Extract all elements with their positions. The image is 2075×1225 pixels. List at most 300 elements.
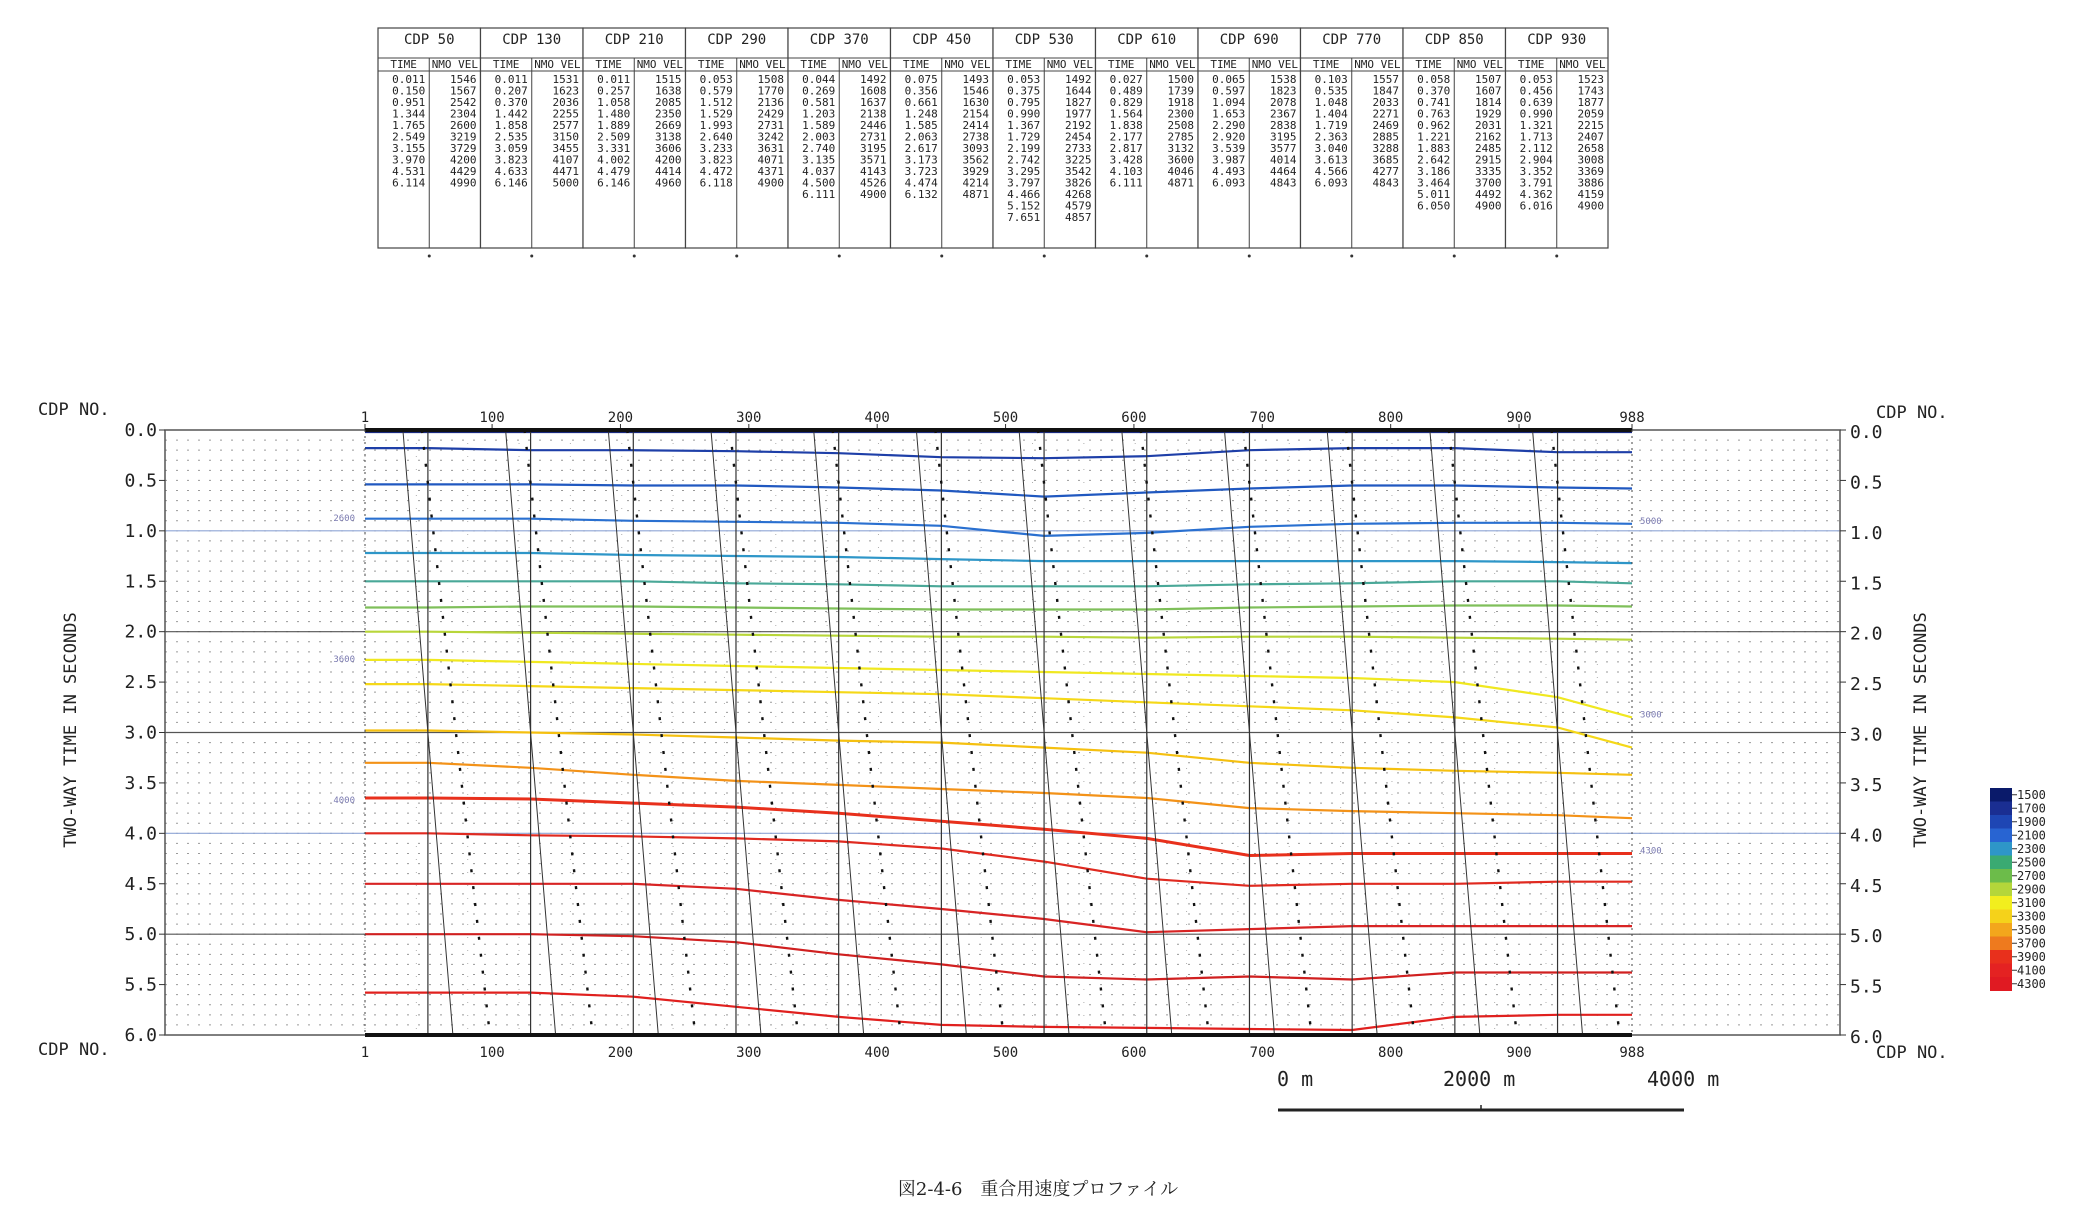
table-vel-value: 4843	[1270, 176, 1297, 190]
legend-label-1500: 1500	[2017, 787, 2046, 802]
table-vel-value: 4900	[1475, 199, 1502, 213]
table-time-value: 1.729	[1007, 130, 1041, 144]
side-annotation-left: 2600	[333, 513, 355, 524]
legend-swatch-3700	[1990, 937, 2012, 951]
table-time-value: 1.094	[1212, 96, 1246, 109]
table-header: CDP 930	[1527, 32, 1587, 48]
table-vel-value: 4526	[860, 176, 887, 190]
legend-label-3700: 3700	[2017, 936, 2046, 951]
legend-label-2900: 2900	[2017, 882, 2046, 897]
table-vel-value: 4471	[552, 165, 579, 178]
legend-swatch-1700	[1990, 802, 2012, 816]
table-vel-value: 4900	[860, 188, 887, 201]
cdp-label-bottom-left: CDP NO.	[38, 1040, 110, 1060]
legend-label-3500: 3500	[2017, 922, 2046, 937]
table-vel-value: 3138	[655, 130, 682, 144]
contour-3100	[365, 660, 1632, 718]
scale-label-4000: 4000 m	[1647, 1067, 1720, 1091]
table-time-value: 1.719	[1314, 119, 1348, 132]
table-vel-value: 1607	[1475, 84, 1502, 98]
table-time-value: 1.404	[1314, 107, 1348, 121]
y-axis-label-left: TWO-WAY TIME IN SECONDS	[61, 612, 81, 848]
contour-4100	[365, 833, 1632, 886]
table-vel-value: 2838	[1270, 119, 1297, 132]
table-vel-value: 4371	[757, 165, 784, 178]
table-vel-value: 2733	[1065, 142, 1092, 155]
table-vel-value: 4414	[655, 165, 682, 178]
velocity-color-legend	[1990, 788, 2046, 991]
table-time-value: 5.011	[1417, 188, 1451, 201]
table-time-value: 6.016	[1519, 199, 1553, 213]
table-time-value: 3.723	[904, 165, 938, 178]
table-time-value: 6.132	[904, 188, 938, 201]
table-vel-value: 1929	[1475, 107, 1502, 121]
table-vel-value: 1739	[1167, 84, 1194, 98]
time-tick-label-left: 4.5	[124, 873, 157, 895]
table-vel-value: 3700	[1475, 176, 1502, 190]
column-header-time: TIME	[492, 58, 520, 71]
table-time-value: 2.363	[1314, 130, 1348, 144]
table-vel-value: 2446	[860, 119, 887, 132]
table-vel-value: 2414	[962, 119, 989, 132]
velocity-table-cdp-130	[481, 28, 584, 258]
figure-caption: 図2-4-6 重合用速度プロファイル	[897, 1179, 1179, 1200]
table-header: CDP 130	[502, 32, 562, 48]
table-time-value: 0.257	[597, 84, 631, 98]
legend-label-2700: 2700	[2017, 868, 2046, 883]
table-time-value: 0.011	[392, 73, 426, 86]
legend-label-3300: 3300	[2017, 909, 2046, 924]
table-time-value: 4.566	[1314, 165, 1348, 178]
table-vel-value: 2304	[450, 107, 477, 121]
velocity-tables	[378, 28, 1608, 258]
table-vel-value: 2731	[860, 130, 887, 144]
velocity-contours	[365, 432, 1632, 1030]
legend-swatch-3300	[1990, 910, 2012, 924]
table-time-value: 3.059	[494, 142, 528, 155]
column-header-nmo-vel: NMO VEL	[841, 58, 889, 71]
table-time-value: 3.823	[699, 153, 733, 167]
table-marker	[530, 255, 533, 258]
table-time-value: 0.741	[1417, 96, 1451, 109]
table-vel-value: 3729	[450, 142, 477, 155]
table-vel-value: 4871	[962, 188, 989, 201]
table-time-value: 1.564	[1109, 107, 1143, 121]
table-vel-value: 4579	[1065, 199, 1092, 213]
table-time-value: 2.920	[1212, 130, 1246, 144]
table-time-value: 5.152	[1007, 199, 1041, 213]
table-vel-value: 3195	[1270, 130, 1297, 144]
table-time-value: 3.791	[1519, 176, 1553, 190]
time-tick-label-left: 3.0	[124, 722, 157, 744]
time-tick-label-right: 5.0	[1850, 926, 1883, 948]
velocity-table-cdp-930	[1506, 28, 1609, 258]
table-time-value: 3.970	[392, 153, 426, 167]
table-vel-value: 2785	[1167, 130, 1194, 144]
velocity-table-cdp-530	[993, 28, 1096, 258]
table-time-value: 3.987	[1212, 153, 1246, 167]
cdp-tick-label-top: 400	[864, 410, 890, 426]
table-time-value: 2.642	[1417, 153, 1451, 167]
table-vel-value: 4960	[655, 176, 682, 190]
column-header-nmo-vel: NMO VEL	[534, 58, 581, 71]
column-header-time: TIME	[1005, 58, 1032, 71]
column-header-time: TIME	[902, 58, 930, 71]
table-header: CDP 210	[604, 32, 664, 48]
cdp-tick-label-top: 800	[1378, 410, 1404, 426]
time-tick-label-right: 5.5	[1850, 976, 1883, 998]
table-vel-value: 2367	[1270, 107, 1297, 121]
column-header-nmo-vel: NMO VEL	[739, 58, 786, 71]
column-header-nmo-vel: NMO VEL	[1559, 58, 1606, 71]
time-tick-label-left: 1.0	[124, 520, 157, 542]
table-time-value: 0.535	[1314, 84, 1348, 98]
table-time-value: 6.146	[494, 176, 528, 190]
table-vel-value: 2542	[450, 96, 477, 109]
column-header-nmo-vel: NMO VEL	[1046, 58, 1094, 71]
table-time-value: 1.529	[699, 107, 733, 121]
side-annotation-right: 5000	[1640, 516, 1662, 527]
velocity-table-cdp-770	[1301, 28, 1404, 258]
table-time-value: 3.173	[904, 153, 938, 167]
table-time-value: 3.233	[699, 142, 733, 155]
time-tick-label-left: 5.0	[124, 924, 157, 946]
table-time-value: 0.356	[904, 84, 938, 98]
table-time-value: 6.050	[1417, 199, 1451, 213]
time-tick-label-left: 1.5	[124, 571, 157, 593]
cdp-tick-label-bottom: 800	[1378, 1045, 1404, 1061]
table-time-value: 0.011	[597, 73, 631, 86]
cdp-tick-label-bottom: 900	[1506, 1045, 1532, 1061]
table-vel-value: 1515	[655, 73, 682, 86]
table-marker	[1043, 255, 1046, 258]
table-vel-value: 4200	[655, 153, 682, 167]
table-time-value: 1.883	[1417, 142, 1451, 155]
table-time-value: 1.858	[494, 119, 528, 132]
legend-swatch-1900	[1990, 815, 2012, 829]
legend-label-1900: 1900	[2017, 814, 2046, 829]
table-header: CDP 850	[1424, 32, 1484, 48]
table-marker	[1145, 255, 1148, 258]
table-vel-value: 4492	[1475, 188, 1502, 201]
table-time-value: 4.362	[1519, 188, 1553, 201]
table-vel-value: 4214	[962, 176, 989, 190]
cdp-tick-label-top: 600	[1121, 410, 1147, 426]
table-time-value: 1.442	[494, 107, 528, 121]
time-tick-label-left: 2.5	[124, 672, 157, 694]
column-header-nmo-vel: NMO VEL	[1456, 58, 1504, 71]
time-tick-label-left: 6.0	[124, 1025, 157, 1046]
table-marker	[735, 255, 738, 258]
table-time-value: 6.111	[802, 188, 836, 201]
table-time-value: 3.797	[1007, 176, 1041, 190]
table-time-value: 0.661	[904, 96, 938, 109]
contour-4500	[365, 934, 1632, 979]
table-vel-value: 1877	[1577, 96, 1604, 109]
table-time-value: 0.370	[1417, 84, 1451, 98]
table-vel-value: 1814	[1475, 96, 1502, 109]
legend-label-3100: 3100	[2017, 895, 2046, 910]
legend-swatch-4100	[1990, 964, 2012, 978]
table-vel-value: 4900	[757, 176, 784, 190]
table-time-value: 7.651	[1007, 211, 1041, 224]
cdp-tick-label-top: 900	[1506, 410, 1532, 426]
table-time-value: 0.990	[1007, 107, 1041, 121]
table-time-value: 0.990	[1519, 107, 1553, 121]
table-time-value: 3.823	[494, 153, 528, 167]
table-vel-value: 2154	[962, 107, 989, 121]
side-annotation-right: 4300	[1640, 846, 1662, 857]
table-time-value: 4.479	[597, 165, 631, 178]
table-time-value: 2.904	[1519, 153, 1553, 167]
table-vel-value: 4871	[1167, 176, 1194, 190]
table-marker	[428, 255, 431, 258]
legend-label-2100: 2100	[2017, 828, 2046, 843]
table-time-value: 3.352	[1519, 165, 1553, 178]
table-time-value: 1.653	[1212, 107, 1246, 121]
legend-swatch-3900	[1990, 950, 2012, 964]
table-header: CDP 530	[1014, 32, 1074, 48]
table-vel-value: 2669	[655, 119, 682, 132]
cdp-tick-label-bottom: 400	[864, 1045, 890, 1061]
table-time-value: 0.058	[1417, 73, 1451, 86]
table-vel-value: 1492	[1065, 73, 1092, 86]
cdp-tick-label-top: 1	[360, 410, 370, 426]
table-vel-value: 2915	[1475, 153, 1502, 167]
table-time-value: 2.003	[802, 130, 836, 144]
time-tick-label-right: 4.5	[1850, 875, 1883, 897]
table-vel-value: 3225	[1065, 153, 1092, 167]
table-vel-value: 2271	[1372, 107, 1399, 121]
time-tick-label-left: 2.0	[124, 621, 157, 643]
cdp-tick-label-top: 700	[1249, 410, 1275, 426]
cdp-tick-label-bottom: 100	[479, 1045, 505, 1061]
table-vel-value: 2658	[1577, 142, 1604, 155]
table-time-value: 4.633	[494, 165, 528, 178]
column-header-nmo-vel: NMO VEL	[1251, 58, 1299, 71]
table-time-value: 4.002	[597, 153, 631, 167]
table-marker	[1350, 255, 1353, 258]
velocity-table-cdp-290	[686, 28, 789, 258]
table-vel-value: 1977	[1065, 107, 1092, 121]
table-vel-value: 4014	[1270, 153, 1297, 167]
table-vel-value: 4857	[1065, 211, 1092, 224]
table-vel-value: 2031	[1475, 119, 1502, 132]
table-vel-value: 1538	[1270, 73, 1297, 86]
time-tick-label-left: 3.5	[124, 772, 157, 794]
table-vel-value: 3335	[1475, 165, 1502, 178]
table-vel-value: 2036	[552, 96, 579, 109]
table-vel-value: 3562	[962, 153, 989, 167]
table-vel-value: 1500	[1167, 73, 1194, 86]
table-vel-value: 3886	[1577, 176, 1604, 190]
table-time-value: 0.011	[494, 73, 528, 86]
table-time-value: 4.493	[1212, 165, 1246, 178]
table-header: CDP 50	[403, 32, 455, 48]
table-time-value: 0.951	[392, 96, 426, 109]
contour-3300	[365, 684, 1632, 748]
side-annotation-right: 3000	[1640, 710, 1662, 721]
legend-label-2500: 2500	[2017, 855, 2046, 870]
table-time-value: 0.075	[904, 73, 938, 86]
table-time-value: 0.597	[1212, 84, 1246, 98]
table-time-value: 0.370	[494, 96, 528, 109]
cdp-tick-label-top: 200	[607, 410, 634, 426]
table-vel-value: 2138	[860, 107, 887, 121]
time-tick-label-right: 0.5	[1850, 472, 1883, 494]
velocity-table-cdp-50	[378, 28, 481, 258]
table-time-value: 6.114	[392, 176, 426, 190]
table-time-value: 0.579	[699, 84, 733, 98]
table-marker	[1453, 255, 1456, 258]
table-time-value: 0.053	[699, 73, 733, 86]
table-vel-value: 3219	[450, 130, 477, 144]
time-tick-label-right: 3.0	[1850, 724, 1883, 746]
table-vel-value: 2059	[1577, 107, 1604, 121]
table-header: CDP 610	[1117, 32, 1177, 48]
table-vel-value: 3600	[1167, 153, 1194, 167]
table-header: CDP 290	[707, 32, 767, 48]
table-time-value: 1.512	[699, 96, 733, 109]
table-time-value: 1.585	[904, 119, 938, 132]
table-vel-value: 2731	[757, 119, 784, 132]
table-time-value: 3.539	[1212, 142, 1246, 155]
table-time-value: 3.428	[1109, 153, 1143, 167]
time-tick-label-left: 5.5	[124, 974, 157, 996]
table-header: CDP 370	[809, 32, 869, 48]
side-annotation-left: 4000	[333, 796, 355, 807]
table-vel-value: 2885	[1372, 130, 1399, 144]
table-time-value: 4.037	[802, 165, 836, 178]
table-vel-value: 3826	[1065, 176, 1092, 190]
table-vel-value: 1847	[1372, 84, 1399, 98]
cdp-tick-label-top: 100	[479, 410, 505, 426]
cdp-tick-label-bottom: 500	[992, 1045, 1019, 1061]
legend-label-1700: 1700	[2017, 801, 2046, 816]
table-vel-value: 2033	[1372, 96, 1399, 109]
column-header-time: TIME	[1312, 58, 1340, 71]
table-time-value: 2.290	[1212, 119, 1246, 132]
table-vel-value: 2508	[1167, 119, 1194, 132]
table-time-value: 1.889	[597, 119, 631, 132]
table-time-value: 0.207	[494, 84, 528, 98]
legend-label-3900: 3900	[2017, 949, 2046, 964]
table-time-value: 1.713	[1519, 130, 1553, 144]
table-vel-value: 3195	[860, 142, 887, 155]
table-vel-value: 2469	[1372, 119, 1399, 132]
table-time-value: 1.203	[802, 107, 836, 121]
table-time-value: 1.838	[1109, 119, 1143, 132]
cdp-label-bottom-right: CDP NO.	[1876, 1043, 1948, 1063]
table-vel-value: 1567	[450, 84, 477, 98]
table-time-value: 2.549	[392, 130, 426, 144]
table-vel-value: 2485	[1475, 142, 1502, 155]
table-vel-value: 1918	[1167, 96, 1194, 109]
cdp-tick-label-top: 300	[736, 410, 762, 426]
cdp-label-top-right: CDP NO.	[1876, 403, 1948, 423]
column-header-nmo-vel: NMO VEL	[636, 58, 684, 71]
table-vel-value: 3369	[1577, 165, 1604, 178]
table-time-value: 2.177	[1109, 130, 1143, 144]
table-time-value: 3.613	[1314, 153, 1348, 167]
table-vel-value: 1557	[1372, 73, 1399, 86]
column-header-time: TIME	[595, 58, 622, 71]
table-time-value: 0.456	[1519, 84, 1553, 98]
table-time-value: 1.993	[699, 119, 733, 132]
table-vel-value: 3455	[552, 142, 579, 155]
table-vel-value: 1508	[757, 73, 784, 86]
side-annotation-left: 3600	[333, 654, 355, 665]
table-vel-value: 2600	[450, 119, 477, 132]
table-time-value: 4.103	[1109, 165, 1143, 178]
table-vel-value: 1546	[450, 73, 477, 86]
table-header: CDP 450	[912, 32, 972, 48]
cdp-tick-label-bottom: 1	[360, 1045, 370, 1061]
table-vel-value: 4143	[860, 165, 887, 178]
table-time-value: 3.464	[1417, 176, 1451, 190]
table-time-value: 0.065	[1212, 73, 1246, 86]
table-vel-value: 4464	[1270, 165, 1297, 178]
velocity-table-cdp-610	[1096, 28, 1199, 258]
table-vel-value: 1770	[757, 84, 784, 98]
velocity-table-cdp-210	[583, 28, 686, 258]
table-time-value: 0.581	[802, 96, 836, 109]
table-vel-value: 3093	[962, 142, 989, 155]
table-vel-value: 4268	[1065, 188, 1092, 201]
table-vel-value: 1638	[655, 84, 682, 98]
table-vel-value: 3606	[655, 142, 682, 155]
table-time-value: 1.221	[1417, 130, 1451, 144]
contour-4300	[365, 884, 1632, 932]
table-vel-value: 4159	[1577, 188, 1604, 201]
table-vel-value: 2215	[1577, 119, 1604, 132]
table-vel-value: 2300	[1167, 107, 1194, 121]
table-time-value: 6.118	[699, 176, 733, 190]
table-time-value: 0.269	[802, 84, 836, 98]
column-header-time: TIME	[1107, 58, 1135, 71]
table-vel-value: 1531	[552, 73, 579, 86]
time-tick-label-right: 3.5	[1850, 774, 1883, 796]
table-time-value: 0.763	[1417, 107, 1451, 121]
table-time-value: 0.962	[1417, 119, 1451, 132]
table-time-value: 1.048	[1314, 96, 1348, 109]
table-vel-value: 2136	[757, 96, 784, 109]
table-marker	[940, 255, 943, 258]
scale-label-0: 0 m	[1277, 1067, 1314, 1091]
table-time-value: 4.531	[392, 165, 426, 178]
table-time-value: 2.112	[1519, 142, 1553, 155]
table-time-value: 4.466	[1007, 188, 1041, 201]
table-vel-value: 4046	[1167, 165, 1194, 178]
column-header-time: TIME	[697, 58, 725, 71]
time-tick-label-right: 1.5	[1850, 573, 1883, 595]
column-header-nmo-vel: NMO VEL	[431, 58, 479, 71]
table-header: CDP 770	[1322, 32, 1382, 48]
table-time-value: 2.509	[597, 130, 631, 144]
column-header-nmo-vel: NMO VEL	[1354, 58, 1401, 71]
table-vel-value: 1743	[1577, 84, 1604, 98]
table-vel-value: 3132	[1167, 142, 1194, 155]
velocity-table-cdp-690	[1198, 28, 1301, 258]
table-time-value: 6.146	[597, 176, 631, 190]
table-vel-value: 1644	[1065, 84, 1092, 98]
table-time-value: 0.053	[1007, 73, 1041, 86]
cdp-tick-label-bottom: 988	[1619, 1045, 1645, 1061]
table-vel-value: 1827	[1065, 96, 1092, 109]
table-time-value: 2.617	[904, 142, 938, 155]
table-header: CDP 690	[1219, 32, 1279, 48]
time-tick-label-right: 0.0	[1850, 422, 1883, 443]
